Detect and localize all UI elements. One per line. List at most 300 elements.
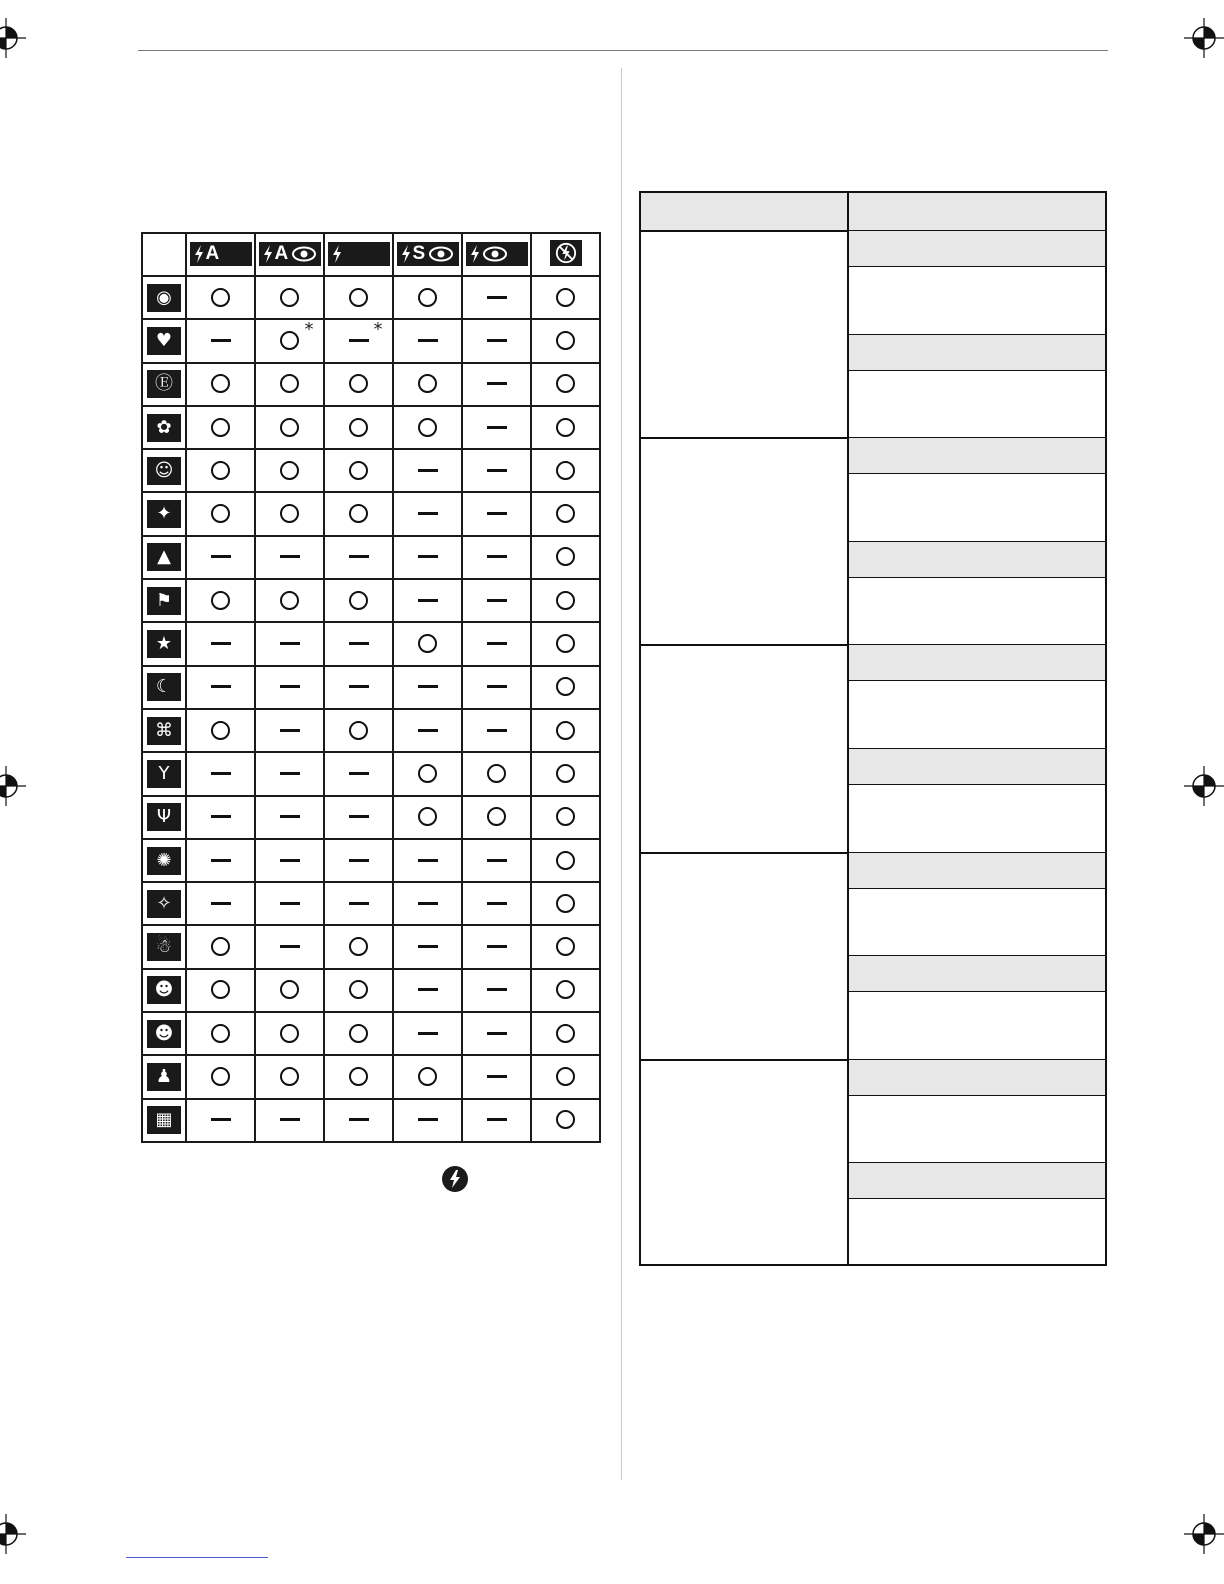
availability-cell [462, 709, 531, 752]
unavailable-dash-icon [278, 632, 302, 656]
unavailable-dash-icon [278, 805, 302, 829]
reference-header-left [641, 193, 847, 230]
unavailable-dash-icon [209, 632, 233, 656]
availability-cell [393, 1099, 462, 1142]
scene-mode-cell [142, 1055, 186, 1098]
available-circle-icon [278, 318, 314, 353]
availability-cell [186, 1012, 255, 1055]
unavailable-dash-icon [347, 318, 383, 353]
unavailable-dash-icon [485, 1108, 509, 1132]
availability-cell [186, 925, 255, 968]
availability-cell [531, 709, 600, 752]
reference-header-right [849, 193, 1105, 230]
scene-mode-cell [142, 882, 186, 925]
asterisk-note-icon: * [373, 318, 383, 340]
availability-cell [393, 925, 462, 968]
scene-mode-cell [142, 492, 186, 535]
availability-cell [186, 752, 255, 795]
availability-cell [324, 319, 393, 362]
flash-red-eye-icon [466, 242, 528, 266]
setting-header-cell [849, 438, 1105, 473]
table-row [142, 796, 600, 839]
motion-picture-icon: ▦ [147, 1106, 181, 1134]
snow-icon: ☃ [147, 933, 181, 961]
available-circle-icon [347, 589, 371, 613]
setting-header-cell [849, 749, 1105, 784]
table-row [142, 579, 600, 622]
setting-rule [849, 1198, 1105, 1199]
unavailable-dash-icon [347, 675, 371, 699]
unavailable-dash-icon [416, 675, 440, 699]
unavailable-dash-icon [278, 1108, 302, 1132]
scene-mode-cell [142, 925, 186, 968]
scene-mode-cell [142, 709, 186, 752]
table-row [142, 363, 600, 406]
unavailable-dash-icon [278, 849, 302, 873]
availability-cell [462, 1055, 531, 1098]
availability-cell [186, 579, 255, 622]
availability-cell [531, 579, 600, 622]
availability-cell [462, 1012, 531, 1055]
availability-cell [324, 1099, 393, 1142]
unavailable-dash-icon [209, 545, 233, 569]
available-circle-icon [554, 1022, 578, 1046]
availability-cell [255, 406, 324, 449]
unavailable-dash-icon [485, 459, 509, 483]
flash-mode-letter: A [205, 242, 220, 264]
availability-cell [393, 752, 462, 795]
flash-slow-sync-red-eye-icon [397, 242, 459, 266]
availability-cell [531, 666, 600, 709]
table-row [142, 839, 600, 882]
unavailable-dash-icon [416, 502, 440, 526]
availability-cell [462, 796, 531, 839]
availability-cell [531, 752, 600, 795]
party-icon: Y [147, 760, 181, 788]
available-circle-icon [347, 1065, 371, 1089]
available-circle-icon [347, 1022, 371, 1046]
availability-cell [255, 492, 324, 535]
unavailable-dash-icon [278, 675, 302, 699]
table-row [142, 752, 600, 795]
soft-skin-icon: ✦ [147, 500, 181, 528]
flash-forced-off-icon [550, 240, 582, 266]
unavailable-dash-icon [485, 849, 509, 873]
unavailable-dash-icon [485, 589, 509, 613]
scene-mode-cell [142, 449, 186, 492]
availability-cell [462, 839, 531, 882]
unavailable-dash-icon [416, 978, 440, 1002]
availability-cell [324, 882, 393, 925]
portrait-icon: ☺ [147, 457, 181, 485]
available-circle-icon [416, 286, 440, 310]
available-circle-icon [554, 286, 578, 310]
availability-cell [324, 666, 393, 709]
table-row [142, 276, 600, 319]
table-row [142, 1099, 600, 1142]
unavailable-dash-icon [278, 719, 302, 743]
flash-mode-header [186, 233, 255, 276]
flash-forced-on-icon [328, 242, 390, 266]
flash-mode-letter: A [274, 242, 289, 264]
baby2-icon: ☻ [147, 1020, 181, 1048]
setting-header-cell [849, 956, 1105, 991]
availability-cell [531, 1099, 600, 1142]
flower-icon: ✿ [147, 414, 181, 442]
reference-table [639, 191, 1107, 1266]
availability-cell [462, 1099, 531, 1142]
setting-header-cell [849, 645, 1105, 680]
setting-rule [849, 748, 1105, 749]
availability-cell [531, 319, 600, 362]
availability-cell [255, 839, 324, 882]
flash-mode-header [324, 233, 393, 276]
available-circle-icon [554, 762, 578, 786]
availability-cell [393, 492, 462, 535]
availability-cell [324, 579, 393, 622]
unavailable-dash-icon [416, 849, 440, 873]
available-circle-icon [278, 1065, 302, 1089]
available-circle-icon [554, 545, 578, 569]
availability-cell [255, 882, 324, 925]
registration-mark-icon [0, 1514, 26, 1554]
available-circle-icon [554, 329, 578, 353]
table-row [142, 449, 600, 492]
available-circle-icon [554, 675, 578, 699]
availability-cell [324, 492, 393, 535]
available-circle-icon [347, 935, 371, 959]
available-circle-icon [416, 416, 440, 440]
flash-mode-letter: S [412, 242, 426, 264]
available-circle-icon [485, 805, 509, 829]
unavailable-dash-icon [485, 632, 509, 656]
available-circle-icon [347, 719, 371, 743]
unavailable-dash-icon [278, 935, 302, 959]
unavailable-dash-icon [209, 1108, 233, 1132]
flash-table-header-row [142, 233, 600, 276]
availability-cell [186, 276, 255, 319]
availability-cell [393, 276, 462, 319]
availability-cell [324, 796, 393, 839]
available-circle-icon [278, 372, 302, 396]
available-circle-icon [278, 589, 302, 613]
unavailable-dash-icon [416, 892, 440, 916]
unavailable-dash-icon [416, 719, 440, 743]
unavailable-dash-icon [347, 545, 371, 569]
unavailable-dash-icon [485, 978, 509, 1002]
unavailable-dash-icon [278, 762, 302, 786]
scene-mode-cell [142, 796, 186, 839]
availability-cell [186, 536, 255, 579]
availability-cell [462, 925, 531, 968]
available-circle-icon [554, 372, 578, 396]
heart-icon: ♥ [147, 327, 181, 355]
available-circle-icon [278, 286, 302, 310]
availability-cell [186, 622, 255, 665]
registration-mark-icon [1184, 766, 1224, 806]
availability-cell [462, 319, 531, 362]
availability-cell [393, 579, 462, 622]
unavailable-dash-icon [209, 762, 233, 786]
available-circle-icon [209, 459, 233, 483]
unavailable-dash-icon [209, 329, 233, 353]
unavailable-dash-icon [416, 1108, 440, 1132]
available-circle-icon [347, 416, 371, 440]
availability-cell [324, 363, 393, 406]
availability-cell [324, 276, 393, 319]
available-circle-icon [278, 502, 302, 526]
fireworks-icon: ✺ [147, 847, 181, 875]
availability-cell [462, 752, 531, 795]
unavailable-dash-icon [209, 849, 233, 873]
available-circle-icon [416, 805, 440, 829]
availability-cell [324, 449, 393, 492]
available-circle-icon [209, 978, 233, 1002]
availability-cell [186, 406, 255, 449]
availability-cell [255, 319, 324, 362]
unavailable-dash-icon [209, 675, 233, 699]
available-circle-icon [209, 1022, 233, 1046]
unavailable-dash-icon [278, 545, 302, 569]
availability-cell [186, 1055, 255, 1098]
availability-cell [462, 882, 531, 925]
table-row [142, 319, 600, 362]
available-circle-icon [347, 978, 371, 1002]
available-circle-icon [347, 459, 371, 483]
availability-cell [255, 1099, 324, 1142]
table-row [142, 406, 600, 449]
availability-cell [531, 536, 600, 579]
availability-cell [324, 709, 393, 752]
availability-cell [255, 622, 324, 665]
unavailable-dash-icon [416, 459, 440, 483]
available-circle-icon [278, 416, 302, 440]
availability-cell [324, 1012, 393, 1055]
availability-cell [393, 536, 462, 579]
unavailable-dash-icon [485, 329, 509, 353]
scene-mode-cell [142, 579, 186, 622]
available-circle-icon [554, 502, 578, 526]
flash-mode-header [393, 233, 462, 276]
table-row [142, 666, 600, 709]
unavailable-dash-icon [416, 589, 440, 613]
availability-cell [393, 709, 462, 752]
availability-cell [255, 579, 324, 622]
availability-cell [324, 536, 393, 579]
setting-rule [849, 955, 1105, 956]
setting-header-cell [849, 1163, 1105, 1198]
unavailable-dash-icon [485, 719, 509, 743]
setting-rule [849, 888, 1105, 889]
available-circle-icon [278, 459, 302, 483]
setting-header-cell [849, 1060, 1105, 1095]
available-circle-icon [209, 589, 233, 613]
header-corner-cell [142, 233, 186, 276]
available-circle-icon [209, 286, 233, 310]
availability-cell [186, 882, 255, 925]
unavailable-dash-icon [278, 892, 302, 916]
availability-cell [531, 406, 600, 449]
unavailable-dash-icon [416, 935, 440, 959]
availability-cell [393, 839, 462, 882]
scene-mode-cell [142, 319, 186, 362]
flash-auto-icon [190, 242, 252, 266]
available-circle-icon [554, 459, 578, 483]
availability-cell [186, 1099, 255, 1142]
available-circle-icon [209, 1065, 233, 1089]
available-circle-icon [554, 632, 578, 656]
availability-cell [531, 492, 600, 535]
availability-cell [324, 406, 393, 449]
availability-cell [255, 709, 324, 752]
unavailable-dash-icon [485, 502, 509, 526]
registration-mark-icon [0, 766, 26, 806]
availability-cell [393, 1012, 462, 1055]
unavailable-dash-icon [485, 675, 509, 699]
economy-icon: Ⓔ [147, 370, 181, 398]
available-circle-icon [278, 1022, 302, 1046]
unavailable-dash-icon [347, 1108, 371, 1132]
available-circle-icon [554, 589, 578, 613]
availability-cell [186, 319, 255, 362]
availability-cell [462, 406, 531, 449]
setting-rule [849, 473, 1105, 474]
availability-cell [531, 969, 600, 1012]
header-rule [138, 50, 1108, 51]
availability-cell [462, 449, 531, 492]
starry-sky-icon: ✧ [147, 890, 181, 918]
available-circle-icon [209, 935, 233, 959]
scene-mode-cell [142, 622, 186, 665]
available-circle-icon [209, 372, 233, 396]
table-row [142, 709, 600, 752]
availability-cell [255, 666, 324, 709]
unavailable-dash-icon [485, 286, 509, 310]
available-circle-icon [554, 892, 578, 916]
table-row [142, 622, 600, 665]
unavailable-dash-icon [485, 372, 509, 396]
table-row [142, 1012, 600, 1055]
available-circle-icon [347, 286, 371, 310]
availability-cell [393, 449, 462, 492]
table-row [142, 882, 600, 925]
availability-cell [393, 622, 462, 665]
availability-cell [324, 969, 393, 1012]
availability-cell [531, 839, 600, 882]
scene-mode-cell [142, 363, 186, 406]
availability-cell [255, 1012, 324, 1055]
availability-cell [186, 969, 255, 1012]
available-circle-icon [554, 1108, 578, 1132]
availability-cell [462, 363, 531, 406]
night-portrait-icon: ★ [147, 630, 181, 658]
availability-cell [255, 449, 324, 492]
unavailable-dash-icon [485, 1022, 509, 1046]
food-icon: ⌘ [147, 717, 181, 745]
availability-cell [531, 882, 600, 925]
availability-cell [186, 363, 255, 406]
availability-cell [393, 969, 462, 1012]
setting-rule [849, 1095, 1105, 1096]
scenery-icon: ▲ [147, 543, 181, 571]
setting-rule [849, 334, 1105, 335]
availability-cell [255, 969, 324, 1012]
availability-cell [531, 276, 600, 319]
setting-rule [849, 784, 1105, 785]
flash-compatibility-table [141, 232, 601, 1143]
availability-cell [393, 882, 462, 925]
available-circle-icon [554, 1065, 578, 1089]
availability-cell [462, 666, 531, 709]
table-row [142, 925, 600, 968]
table-row [142, 969, 600, 1012]
flash-mode-header [255, 233, 324, 276]
availability-cell [324, 622, 393, 665]
setting-rule [849, 541, 1105, 542]
availability-cell [531, 796, 600, 839]
unavailable-dash-icon [347, 762, 371, 786]
availability-cell [531, 449, 600, 492]
availability-cell [255, 925, 324, 968]
asterisk-note-icon: * [304, 318, 314, 340]
unavailable-dash-icon [416, 329, 440, 353]
setting-rule [849, 1162, 1105, 1163]
available-circle-icon [278, 978, 302, 1002]
availability-cell [462, 276, 531, 319]
registration-mark-icon [1184, 18, 1224, 58]
available-circle-icon [416, 372, 440, 396]
availability-cell [255, 276, 324, 319]
availability-cell [462, 622, 531, 665]
available-circle-icon [554, 805, 578, 829]
unavailable-dash-icon [485, 1065, 509, 1089]
availability-cell [393, 406, 462, 449]
availability-cell [462, 536, 531, 579]
scene-mode-cell [142, 276, 186, 319]
availability-cell [462, 492, 531, 535]
available-circle-icon [416, 1065, 440, 1089]
column-divider [621, 68, 622, 1480]
availability-cell [186, 492, 255, 535]
available-circle-icon [209, 416, 233, 440]
available-circle-icon [347, 502, 371, 526]
availability-cell [531, 1055, 600, 1098]
unavailable-dash-icon [485, 892, 509, 916]
setting-header-cell [849, 853, 1105, 888]
table-row [142, 1055, 600, 1098]
available-circle-icon [485, 762, 509, 786]
availability-cell [255, 752, 324, 795]
availability-cell [393, 666, 462, 709]
unavailable-dash-icon [347, 805, 371, 829]
table-row [142, 536, 600, 579]
availability-cell [531, 1012, 600, 1055]
registration-mark-icon [1184, 1514, 1224, 1554]
scene-mode-cell [142, 1012, 186, 1055]
availability-cell [531, 363, 600, 406]
flash-mode-header [462, 233, 531, 276]
scene-mode-cell [142, 406, 186, 449]
flash-forced-off-round-icon [441, 1165, 469, 1193]
available-circle-icon [347, 372, 371, 396]
availability-cell [462, 579, 531, 622]
availability-cell [531, 622, 600, 665]
availability-cell [393, 319, 462, 362]
setting-header-cell [849, 542, 1105, 577]
setting-rule [849, 991, 1105, 992]
availability-cell [324, 839, 393, 882]
setting-rule [849, 680, 1105, 681]
